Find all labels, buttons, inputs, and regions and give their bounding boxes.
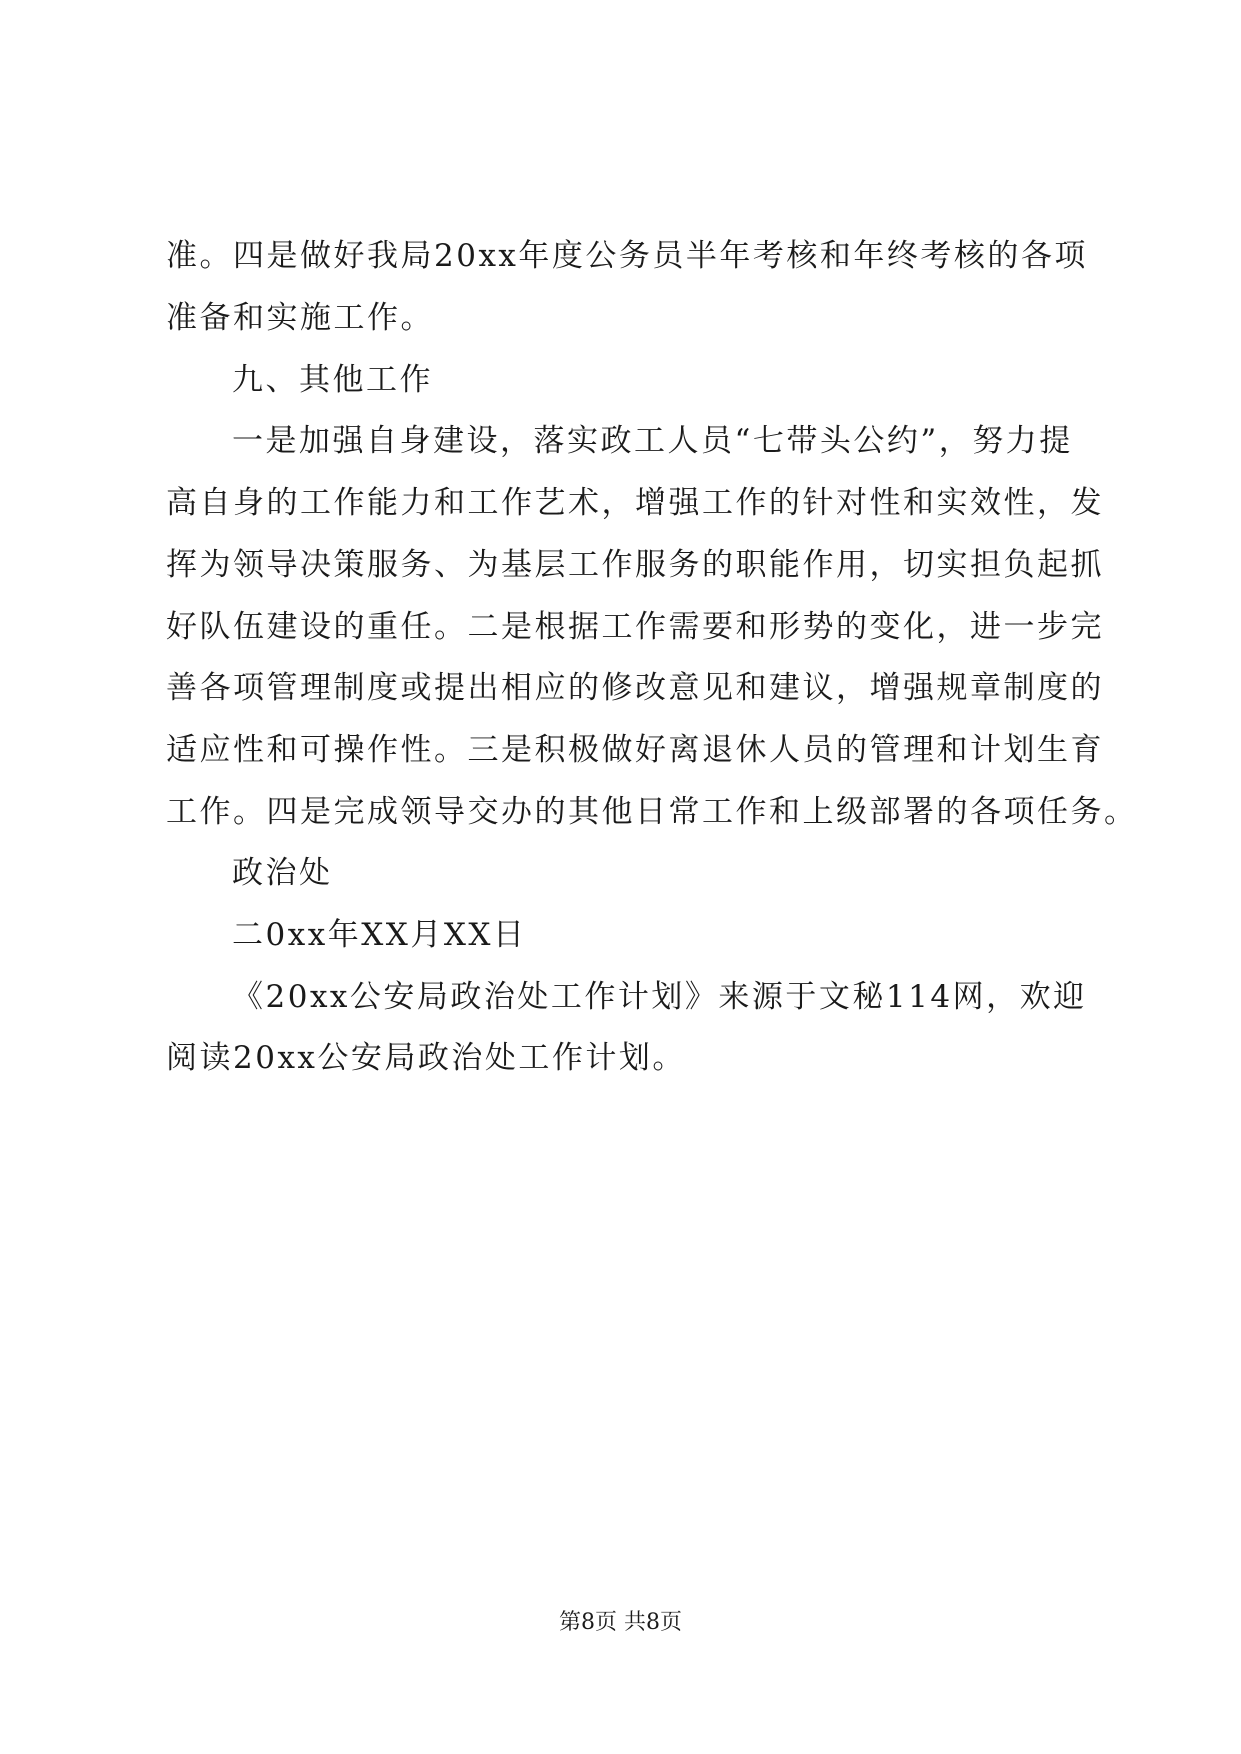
body-line-8: 善各项管理制度或提出相应的修改意见和建议，增强规章制度的	[166, 670, 1104, 706]
signature-date: 二0xx年XX月XX日	[232, 917, 527, 953]
page-number-footer: 第8页 共8页	[559, 1610, 682, 1635]
section-heading-other-work: 九、其他工作	[232, 362, 433, 398]
source-note-line-1: 《20xx公安局政治处工作计划》来源于文秘114网，欢迎	[232, 979, 1087, 1015]
body-line-9: 适应性和可操作性。三是积极做好离退休人员的管理和计划生育	[166, 732, 1104, 768]
source-note-line-2: 阅读20xx公安局政治处工作计划。	[166, 1040, 686, 1076]
body-line-4: 一是加强自身建设，落实政工人员“七带头公约”，努力提	[232, 423, 1073, 459]
body-line-7: 好队伍建设的重任。二是根据工作需要和形势的变化，进一步完	[166, 609, 1104, 645]
body-line-5: 高自身的工作能力和工作艺术，增强工作的针对性和实效性，发	[166, 485, 1104, 521]
body-line-6: 挥为领导决策服务、为基层工作服务的职能作用，切实担负起抓	[166, 547, 1104, 583]
body-line-1: 准。四是做好我局20xx年度公务员半年考核和年终考核的各项	[166, 238, 1088, 274]
signature-department: 政治处	[232, 855, 333, 891]
body-line-10: 工作。四是完成领导交办的其他日常工作和上级部署的各项任务。	[166, 794, 1138, 830]
body-line-2: 准备和实施工作。	[166, 300, 434, 336]
